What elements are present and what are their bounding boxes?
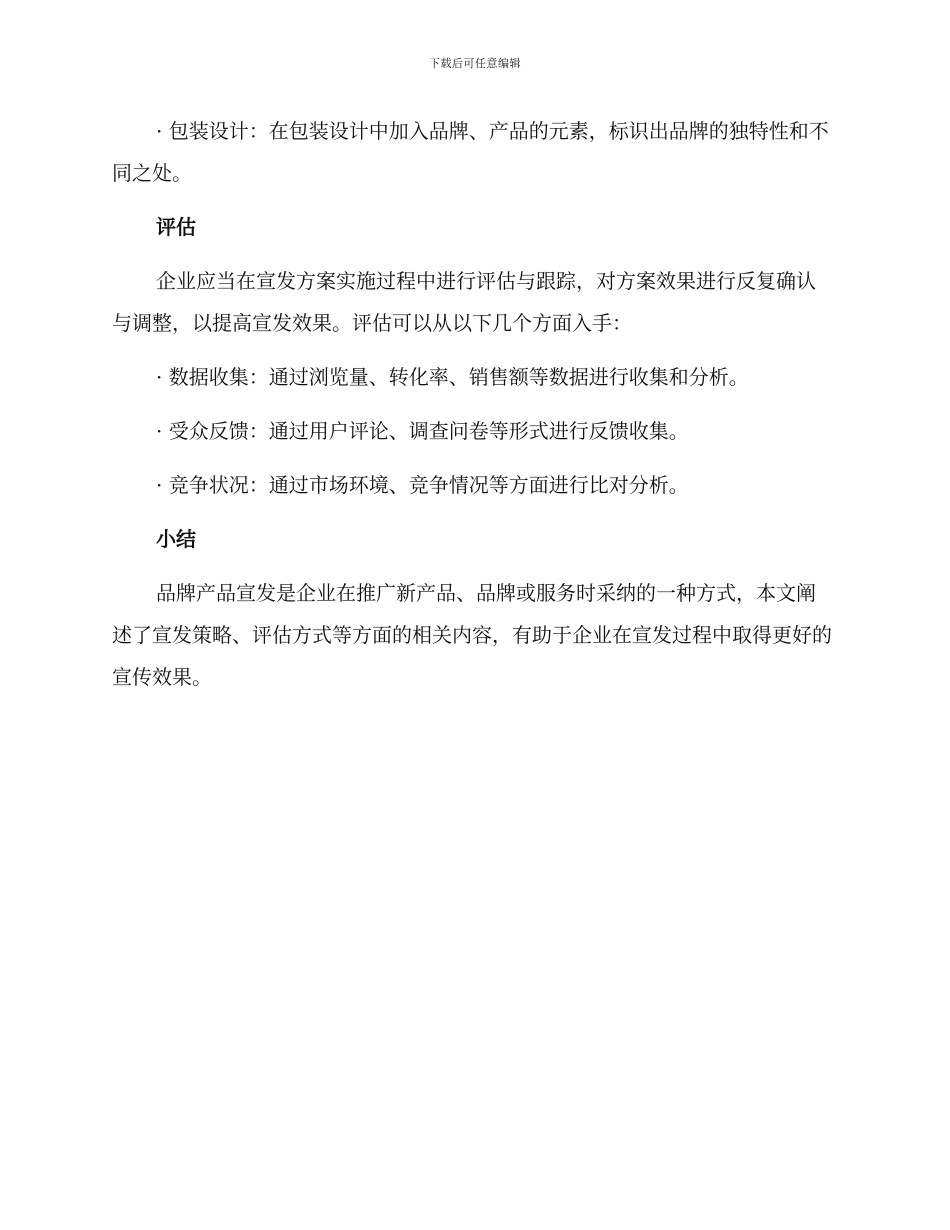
bullet-packaging: · 包装设计：在包装设计中加入品牌、产品的元素，标识出品牌的独特性和不同之处。 [112,119,829,185]
section-heading-evaluation: 评估 [156,215,196,239]
bullet-audience-feedback: · 受众反馈：通过用户评论、调查问卷等形式进行反馈收集。 [156,419,689,443]
paragraph-summary: 品牌产品宣发是企业在推广新产品、品牌或服务时采纳的一种方式，本文阐述了宣发策略、评估方式等方面的相关内容，有助于企业在宣发过程中取得更好的宣传效果。 [112,581,832,689]
paragraph-evaluation: 企业应当在宣发方案实施过程中进行评估与跟踪，对方案效果进行反复确认与调整，以提高宣发效果。评估可以从以下几个方面入手： [112,269,816,335]
page-header-note: 下载后可任意编辑 [429,57,521,70]
section-heading-summary: 小结 [156,527,196,551]
bullet-competition: · 竞争状况：通过市场环境、竞争情况等方面进行比对分析。 [156,473,689,497]
bullet-data-collection: · 数据收集：通过浏览量、转化率、销售额等数据进行收集和分析。 [156,365,749,389]
document-body [112,110,832,698]
